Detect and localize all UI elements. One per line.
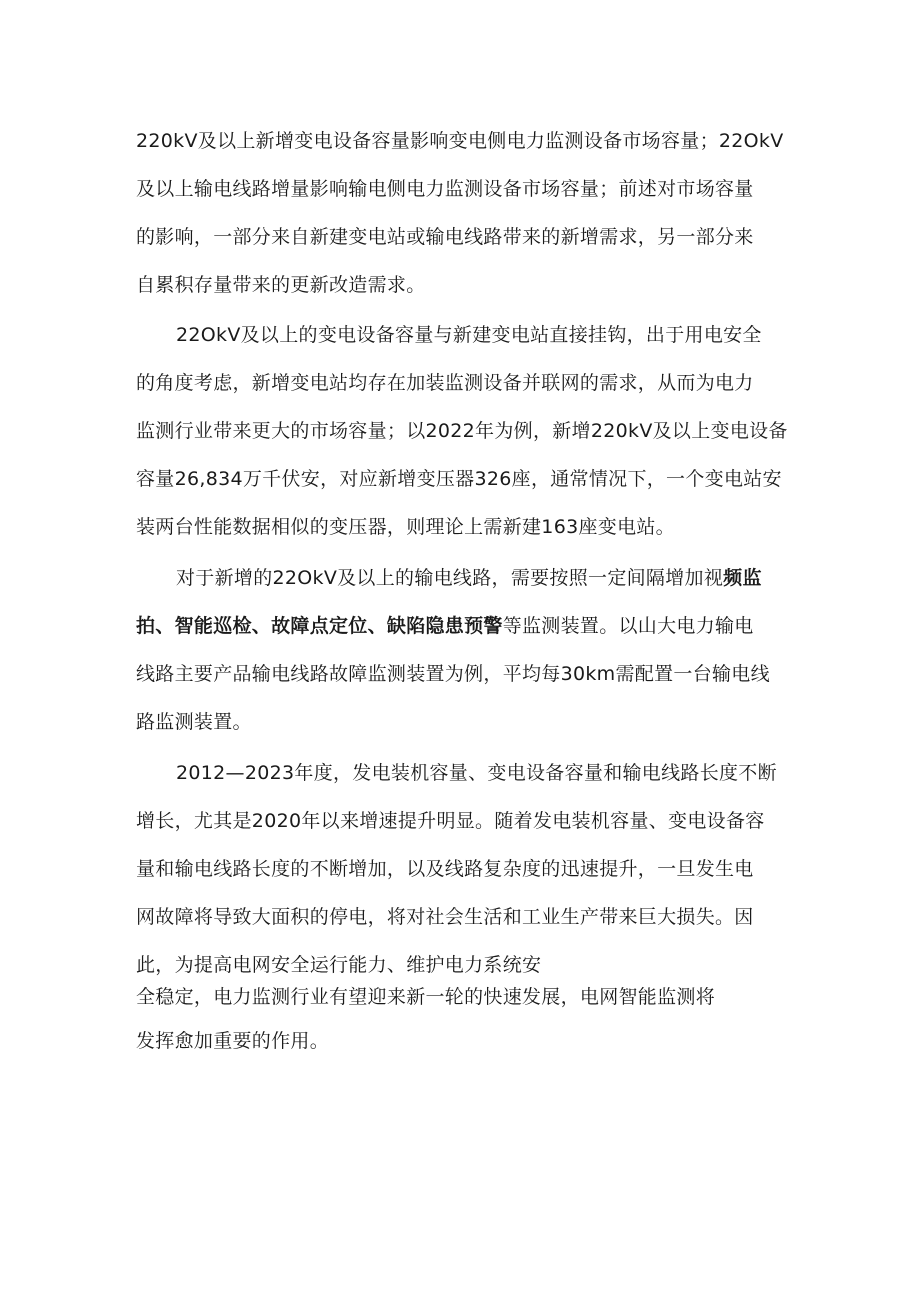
paragraph-1-line-4: 自累积存量带来的更新改造需求。 bbox=[136, 274, 426, 296]
paragraph-2-line-4: 容量26,834万千伏安，对应新增变压器326座，通常情况下，一个变电站安 bbox=[136, 468, 782, 490]
paragraph-4-line-2: 增长，尤其是2020年以来增速提升明显。随着发电装机容量、变电设备容 bbox=[136, 810, 765, 832]
paragraph-1-line-1: 220kV及以上新增变电设备容量影响变电侧电力监测设备市场容量；22OkV bbox=[136, 130, 784, 152]
paragraph-4-line-5: 此，为提高电网安全运行能力、维护电力系统安 bbox=[136, 954, 542, 976]
paragraph-3-line-1-bold: 频监 bbox=[723, 567, 762, 589]
paragraph-3-line-2-bold: 拍、智能巡检、故障点定位、缺陷隐患预警 bbox=[136, 615, 503, 637]
paragraph-3-line-2-text: 等监测装置。以山大电力输电 bbox=[502, 615, 754, 637]
paragraph-4-line-3: 量和输电线路长度的不断增加，以及线路复杂度的迅速提升，一旦发生电 bbox=[136, 858, 754, 880]
paragraph-1-line-2: 及以上输电线路增量影响输电侧电力监测设备市场容量；前述对市场容量 bbox=[136, 178, 754, 200]
paragraph-1-line-3: 的影响，一部分来自新建变电站或输电线路带来的新增需求，另一部分来 bbox=[136, 226, 754, 248]
paragraph-4-line-6: 全稳定，电力监测行业有望迎来新一轮的快速发展，电网智能监测将 bbox=[136, 986, 716, 1008]
paragraph-2-line-1: 22OkV及以上的变电设备容量与新建变电站直接挂钩，出于用电安全 bbox=[176, 324, 762, 346]
paragraph-3-line-3: 线路主要产品输电线路故障监测装置为例，平均每30km需配置一台输电线 bbox=[136, 663, 770, 685]
paragraph-3-line-4: 路监测装置。 bbox=[136, 711, 252, 733]
paragraph-2-line-3: 监测行业带来更大的市场容量；以2022年为例，新增220kV及以上变电设备 bbox=[136, 420, 788, 442]
paragraph-4-line-7: 发挥愈加重要的作用。 bbox=[136, 1030, 330, 1052]
paragraph-3-line-1-text: 对于新增的22OkV及以上的输电线路，需要按照一定间隔增加视 bbox=[176, 567, 724, 589]
paragraph-3-line-2 bbox=[136, 614, 754, 638]
paragraph-2-line-5: 装两台性能数据相似的变压器，则理论上需新建163座变电站。 bbox=[136, 516, 675, 538]
paragraph-4-line-4: 网故障将导致大面积的停电，将对社会生活和工业生产带来巨大损失。因 bbox=[136, 906, 754, 928]
paragraph-3-line-1 bbox=[176, 566, 762, 590]
paragraph-4-line-1: 2012—2023年度，发电装机容量、变电设备容量和输电线路长度不断 bbox=[176, 762, 777, 784]
paragraph-2-line-2: 的角度考虑，新增变电站均存在加装监测设备并联网的需求，从而为电力 bbox=[136, 372, 754, 394]
